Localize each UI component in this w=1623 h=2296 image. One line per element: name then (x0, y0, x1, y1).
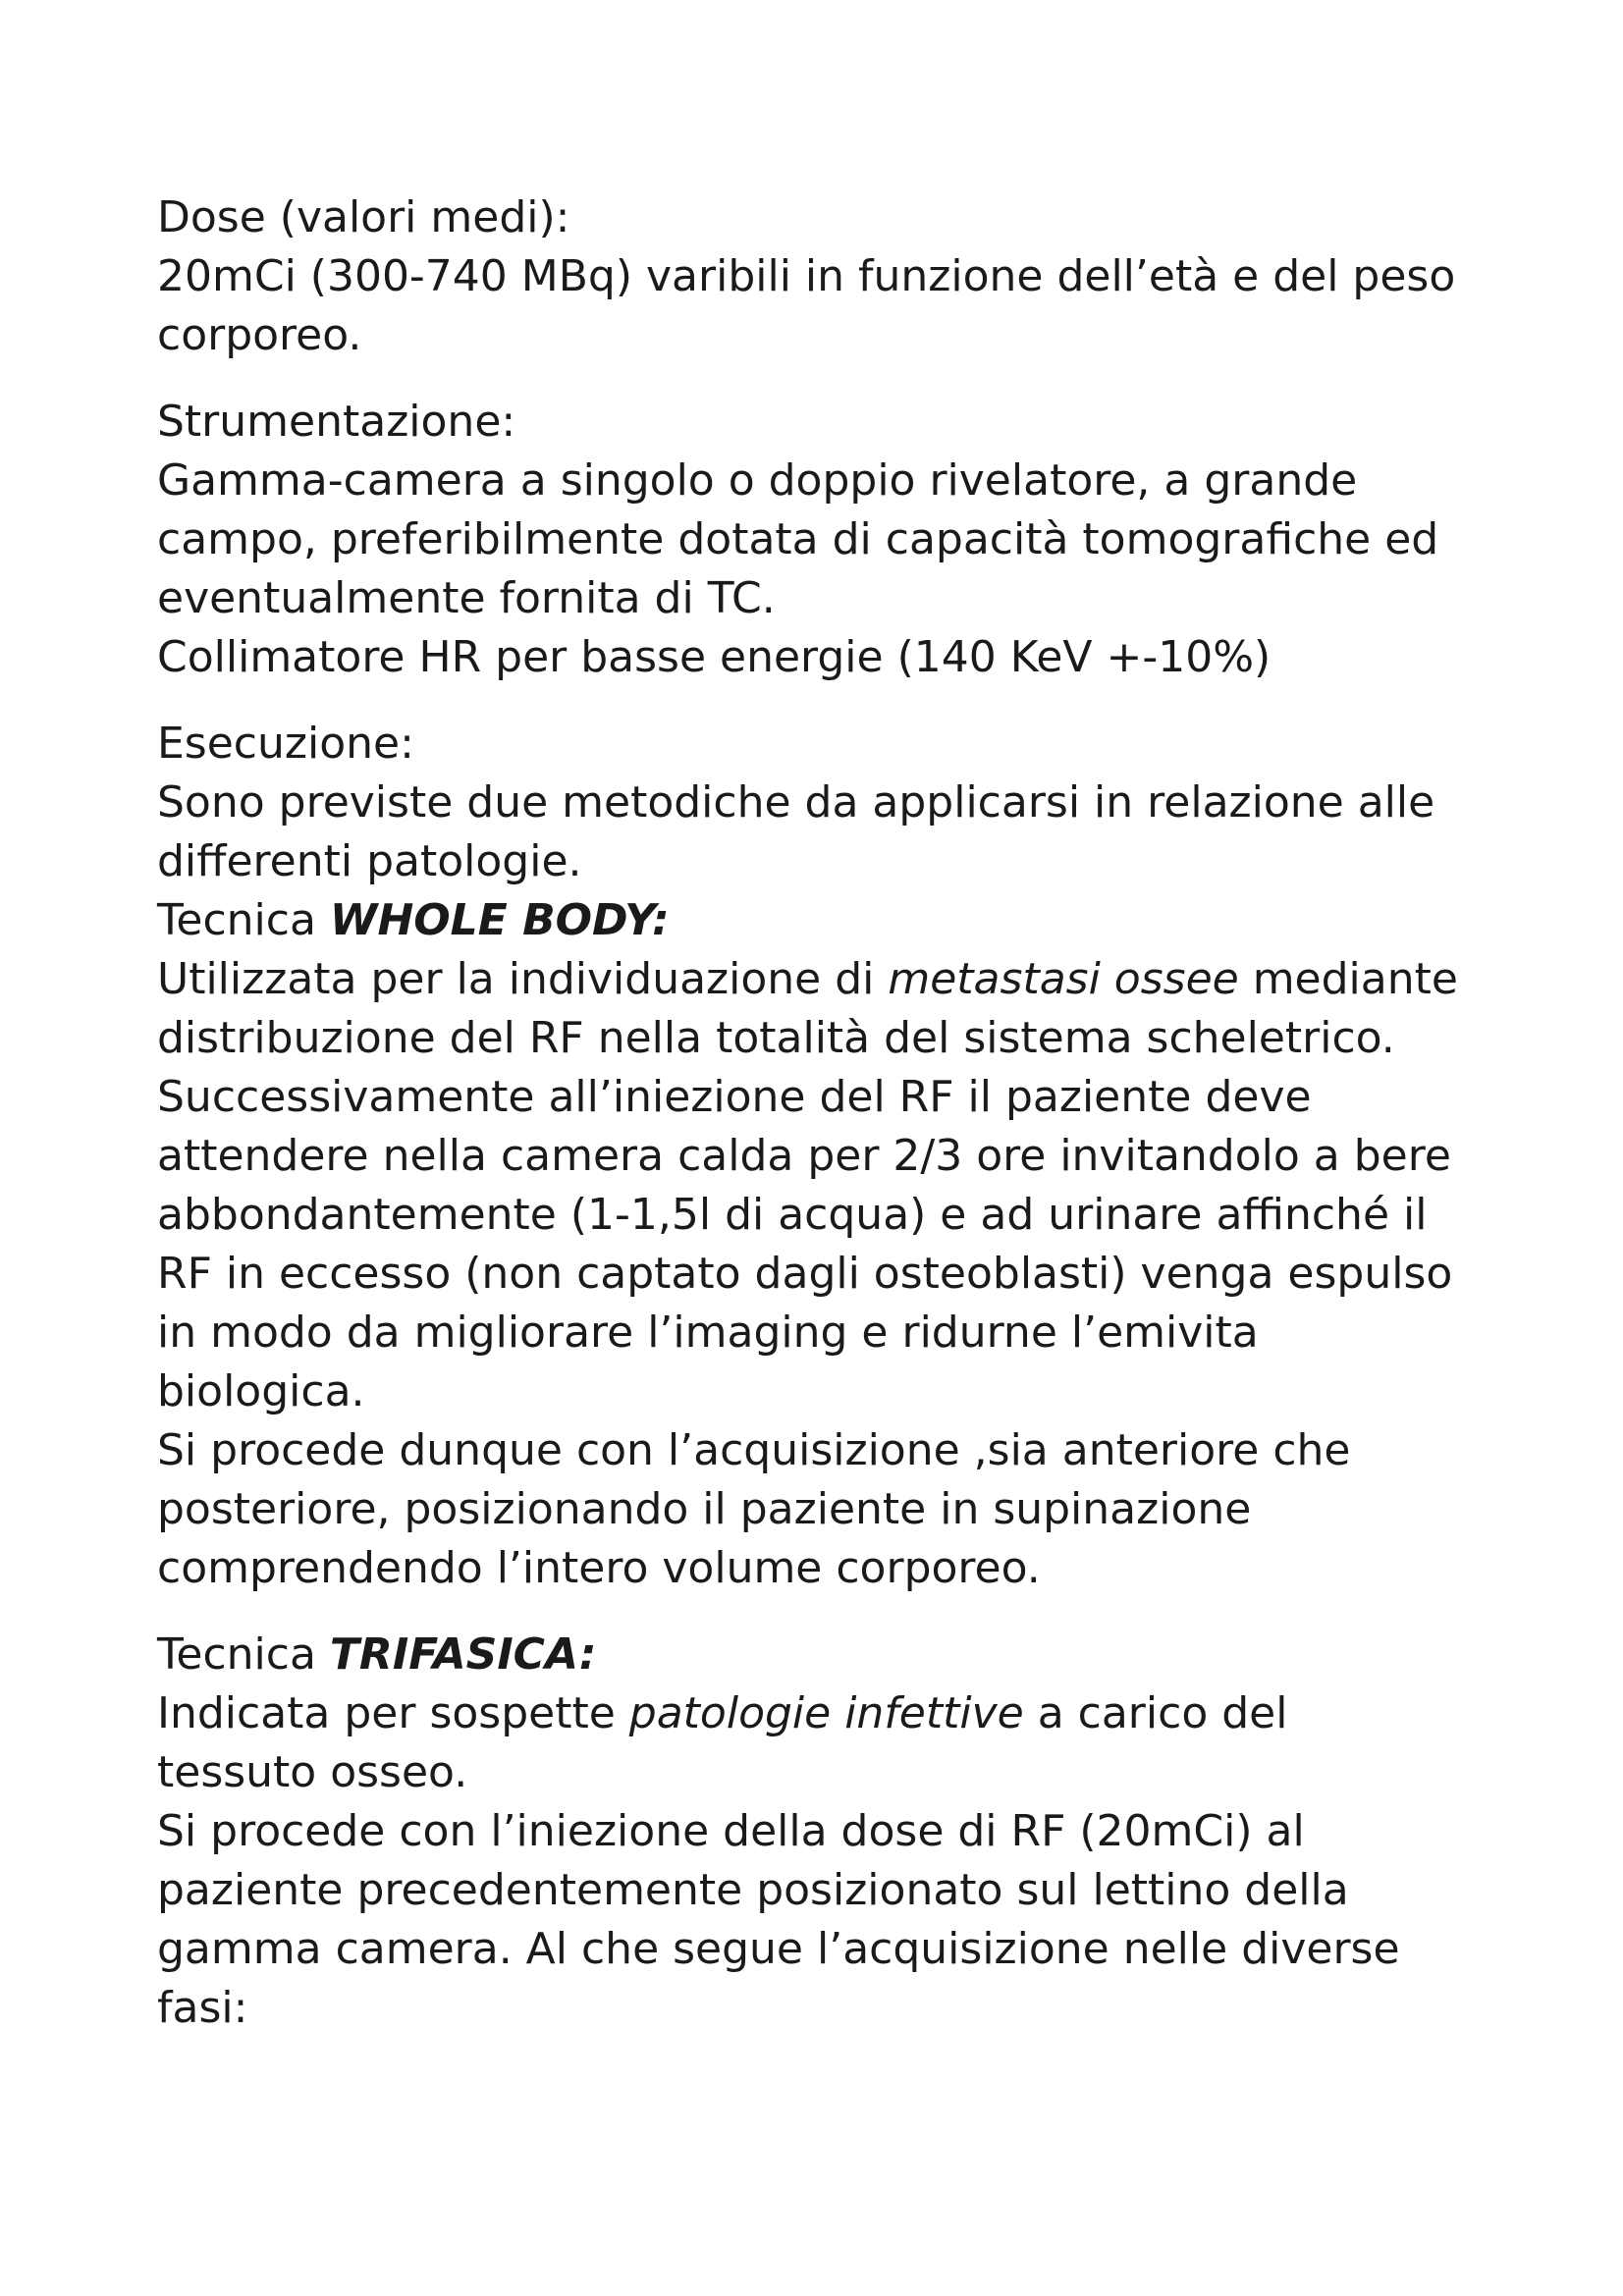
whole-body-line: RF in eccesso (non captato dagli osteoblasti) venga espulso (157, 1249, 1453, 1299)
whole-body-intro-emph: metastasi ossee (888, 954, 1239, 1004)
esecuzione-line: differenti patologie. (157, 836, 582, 886)
trifasica-intro-suffix: a carico del (1023, 1688, 1288, 1738)
trifasica-label-prefix: Tecnica (157, 1629, 330, 1680)
trifasica-line: gamma camera. Al che segue l’acquisizione nelle diverse (157, 1924, 1400, 1974)
esecuzione-heading: Esecuzione: (157, 719, 414, 769)
whole-body-intro-suffix: mediante (1238, 954, 1458, 1004)
paragraph-gap (157, 687, 1532, 715)
paragraph-gap (157, 365, 1532, 393)
strumentazione-heading: Strumentazione: (157, 397, 516, 447)
dose-section (157, 188, 1532, 365)
whole-body-line: Successivamente all’iniezione del RF il paziente deve (157, 1072, 1312, 1122)
trifasica-label (157, 1626, 1532, 1684)
document-body (157, 188, 1532, 2038)
strumentazione-line: Collimatore HR per basse energie (140 KeV +-10%) (157, 632, 1271, 682)
whole-body-label-emph: WHOLE BODY: (329, 895, 670, 945)
esecuzione-line: Sono previste due metodiche da applicarsi in relazione alle (157, 777, 1435, 828)
dose-heading: Dose (valori medi): (157, 192, 570, 242)
esecuzione-section (157, 715, 1532, 2038)
whole-body-line: posteriore, posizionando il paziente in supinazione (157, 1484, 1252, 1534)
whole-body-intro-prefix: Utilizzata per la individuazione di (157, 954, 889, 1004)
trifasica-line: fasi: (157, 1983, 248, 2033)
trifasica-intro (157, 1684, 1532, 1743)
whole-body-line: abbondantemente (1-1,5l di acqua) e ad urinare affinché il (157, 1190, 1428, 1240)
trifasica-label-emph: TRIFASICA: (329, 1629, 597, 1680)
trifasica-line: tessuto osseo. (157, 1747, 468, 1797)
whole-body-line: in modo da migliorare l’imaging e ridurne l’emivita (157, 1308, 1259, 1358)
dose-line: corporeo. (157, 310, 362, 360)
whole-body-label (157, 891, 1532, 950)
strumentazione-line: Gamma-camera a singolo o doppio rivelatore, a grande (157, 455, 1358, 506)
strumentazione-line: eventualmente fornita di TC. (157, 573, 776, 623)
trifasica-line: paziente precedentemente posizionato sul lettino della (157, 1865, 1349, 1915)
trifasica-line: Si procede con l’iniezione della dose di RF (20mCi) al (157, 1806, 1305, 1856)
strumentazione-line: campo, preferibilmente dotata di capacità tomografiche ed (157, 514, 1439, 564)
dose-line: 20mCi (300-740 MBq) varibili in funzione dell’età e del peso (157, 251, 1456, 301)
whole-body-line: comprendendo l’intero volume corporeo. (157, 1543, 1041, 1593)
whole-body-intro (157, 950, 1532, 1009)
whole-body-line: Si procede dunque con l’acquisizione ,sia anteriore che (157, 1425, 1351, 1475)
strumentazione-section (157, 393, 1532, 687)
whole-body-line: attendere nella camera calda per 2/3 ore invitandolo a bere (157, 1131, 1451, 1181)
paragraph-gap (157, 1598, 1532, 1626)
trifasica-intro-prefix: Indicata per sospette (157, 1688, 629, 1738)
trifasica-intro-emph: patologie infettive (628, 1688, 1024, 1738)
whole-body-line: distribuzione del RF nella totalità del sistema scheletrico. (157, 1013, 1395, 1063)
whole-body-line: biologica. (157, 1366, 365, 1416)
whole-body-label-prefix: Tecnica (157, 895, 330, 945)
